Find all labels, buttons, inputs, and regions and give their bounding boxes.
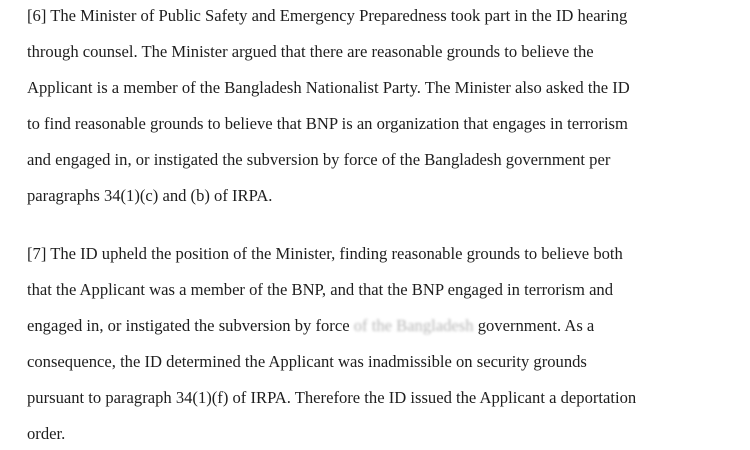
paragraph-line: Applicant is a member of the Bangladesh Nationalist Party. The Minister also asked the ID xyxy=(27,78,630,97)
paragraph-line: through counsel. The Minister argued that there are reasonable grounds to believe the xyxy=(27,42,594,61)
paragraph-line-end: government. As a xyxy=(477,316,595,335)
paragraph-line: and engaged in, or instigated the subversion by force of the Bangladesh government per xyxy=(27,150,611,169)
paragraph-line: [6] The Minister of Public Safety and Emergency Preparedness took part in the ID hearing xyxy=(27,6,628,25)
paragraph-line: to find reasonable grounds to believe that BNP is an organization that engages in terrorism xyxy=(27,114,628,133)
smudged-text: of the Bangladesh xyxy=(353,316,474,335)
paragraph-line: paragraphs 34(1)(c) and (b) of IRPA. xyxy=(27,186,273,205)
paragraph-line: pursuant to paragraph 34(1)(f) of IRPA. Therefore the ID issued the Applicant a deportation xyxy=(27,388,637,407)
paragraph-line: that the Applicant was a member of the BNP, and that the BNP engaged in terrorism and xyxy=(27,280,614,299)
paragraph-line: [7] The ID upheld the position of the Minister, finding reasonable grounds to believe both xyxy=(27,244,623,263)
paragraph-line: order. xyxy=(27,424,66,443)
paragraph-line-with-smudge xyxy=(27,316,594,336)
paragraph-line-start: engaged in, or instigated the subversion by force xyxy=(27,316,350,335)
paragraph-line: consequence, the ID determined the Applicant was inadmissible on security grounds xyxy=(27,352,587,371)
